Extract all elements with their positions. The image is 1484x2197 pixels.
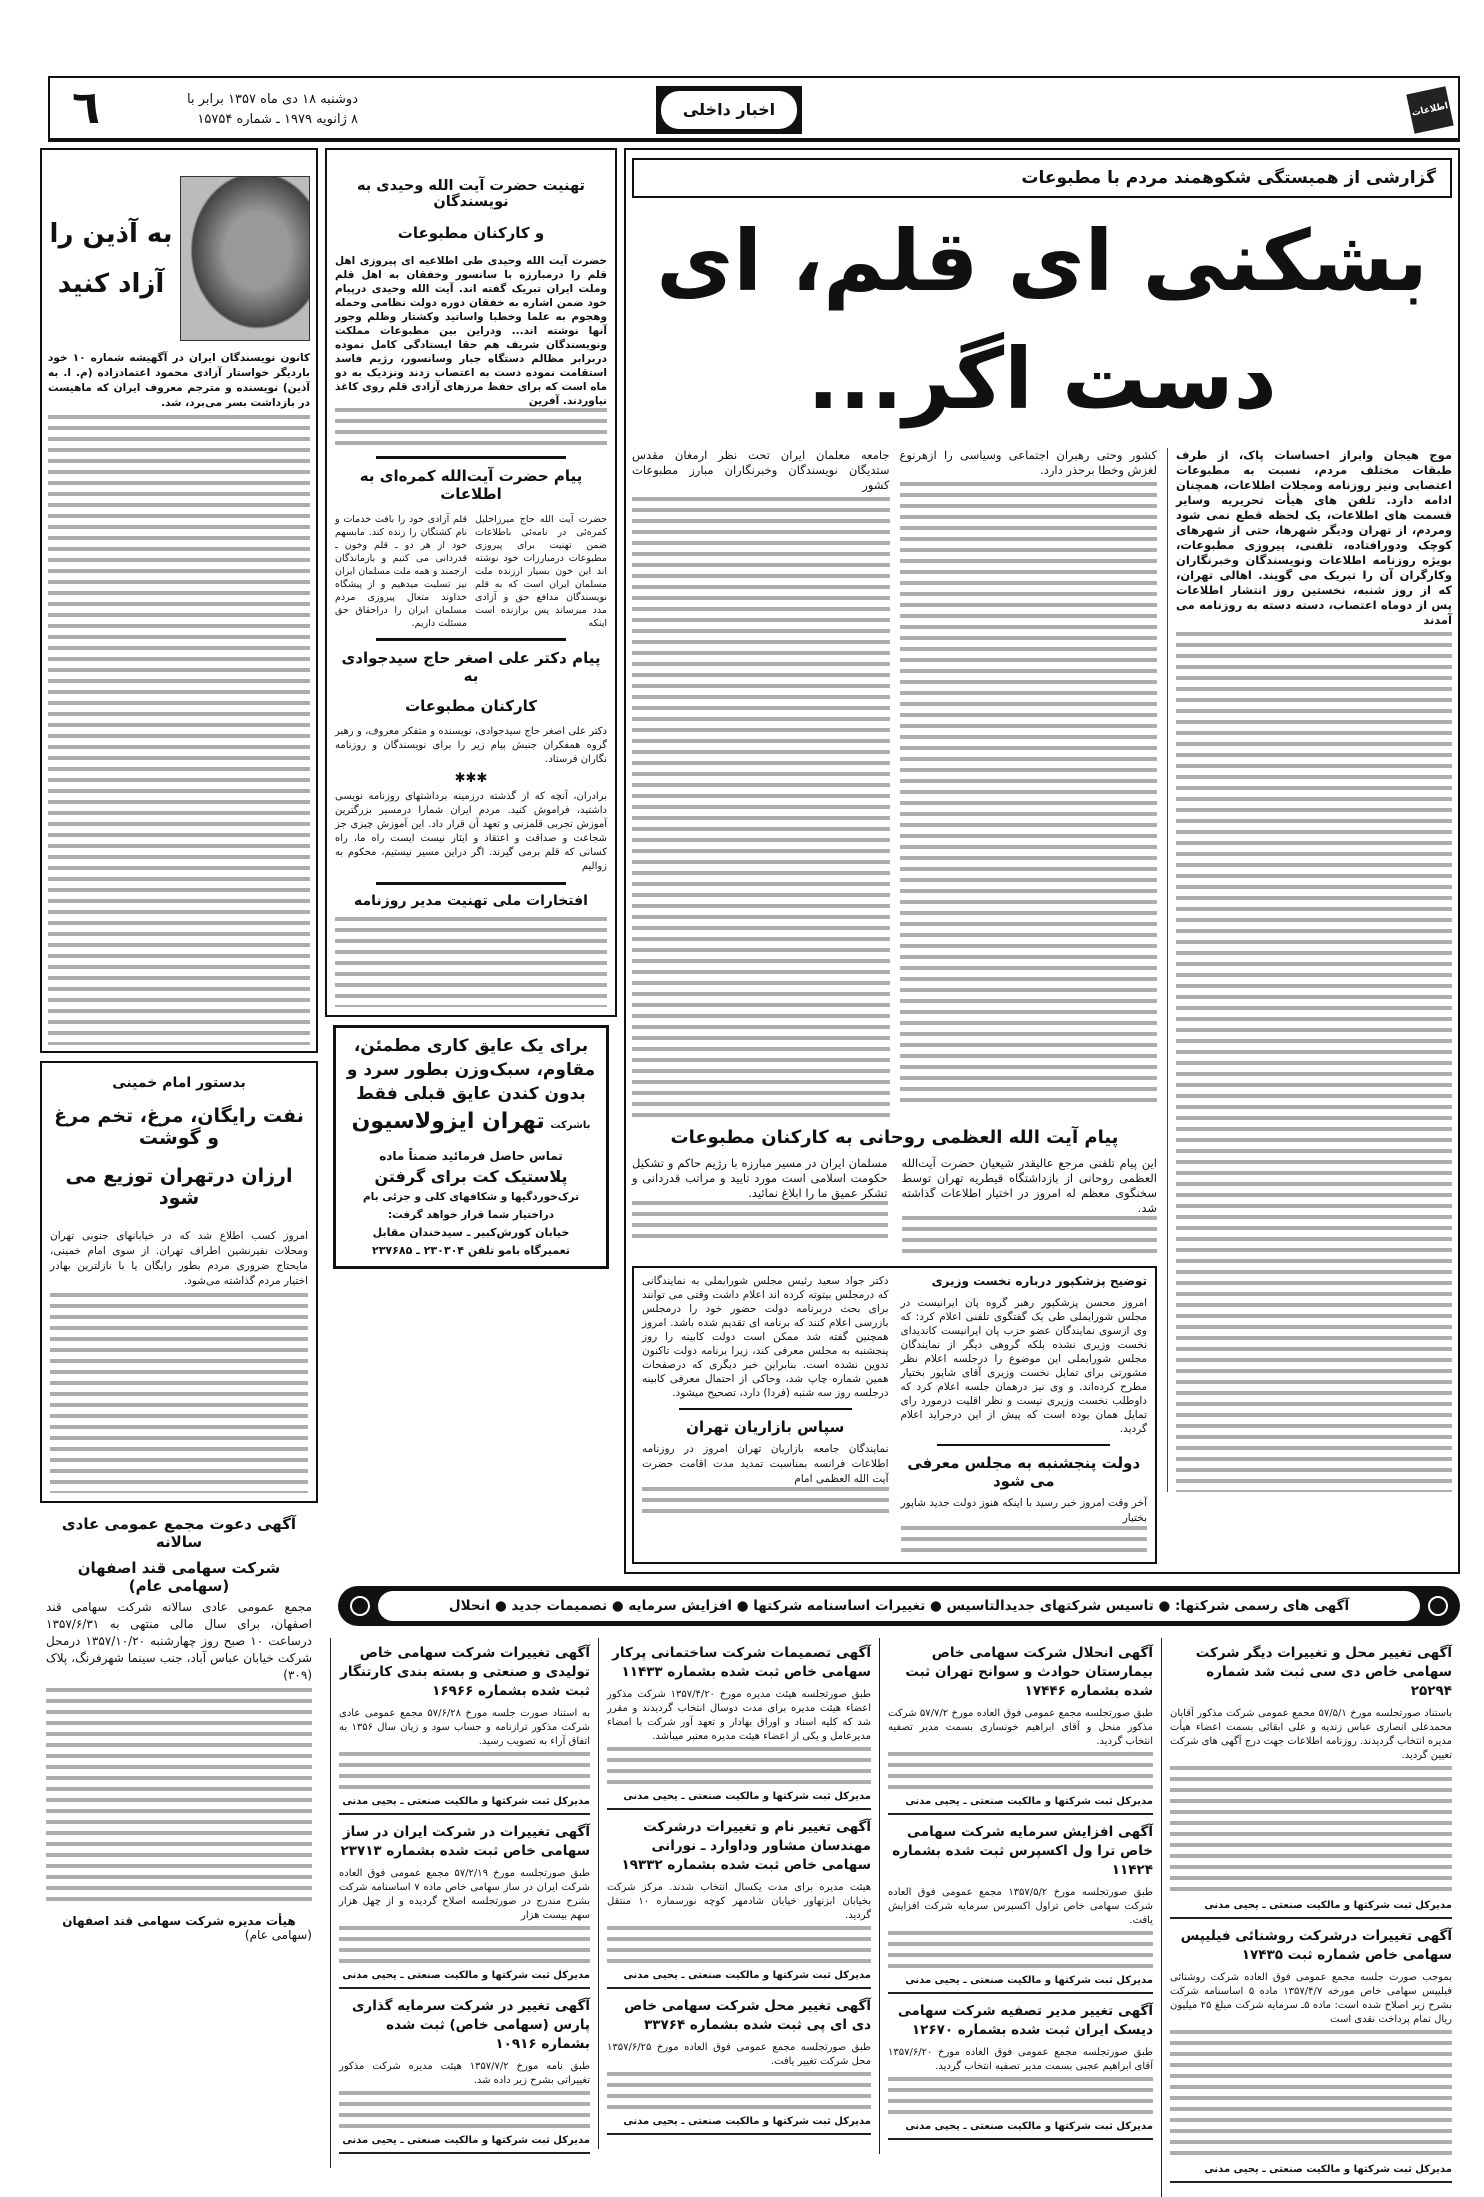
notice-text: باستناد صورتجلسه مورخ ۵۷/۵/۱ مجمع عمومی شرکت مذکور آقایان محمدعلی انصاری عباس زندیه و علی ابقائی بسمت اعضاء هیأت مدیره انتخاب گردیدند. روزنامه اطلاعات جهت درج آگهی های شرکت تعیین گردید. (1170, 1708, 1453, 1761)
left-column (40, 148, 318, 1946)
section-badge: اخبار داخلی (656, 86, 802, 134)
banner-circle-icon (1428, 1596, 1448, 1616)
notice-signature: مدیرکل ثبت شرکتها و مالکیت صنعتی ـ یحیی مدنی (1204, 2164, 1452, 2175)
notice-signature: مدیرکل ثبت شرکتها و مالکیت صنعتی ـ یحیی مدنی (905, 1975, 1153, 1986)
classified-notice (1170, 1644, 1452, 1919)
classifieds-column (330, 1638, 598, 2168)
classifieds-columns (330, 1638, 1460, 2197)
notice-text: طبق صورتجلسه مجمع عمومی فوق العاده مورخ ۱۳۵۷/۶/۲۰ آقای ابراهیم عجبی بسمت مدیر تصفیه انتخاب گردید. (888, 2047, 1153, 2072)
middle-column-stack (325, 148, 617, 1269)
classifieds-banner: آگهی های رسمی شرکتها: ● تاسیس شرکتهای جدیدالتاسیس ● تغییرات اساسنامه شرکتها ● افزایش سرمایه ● تصمیمات جدید ● انحلال (338, 1586, 1460, 1626)
parliament-news-box: توضیح پزشکپور درباره نخست وزیری امروز محسن پزشکپور رهبر گروه پان ایرانیست در مجلس شورایملی طی یک گفتگوی تلفنی اعلام کرد: که وی ازسوی نمایندگان عضو حزب پان ایرانیست کاندیدای نخست وزیری نشده بلکه گروهی دیگر از نمایندگان مجلس شورایملی این موضوع را درجلسه اعلام نظر مشورتی برای تمایل نخست وزیری آقای شاپور بختیار مطرح کرده‌اند. و وی نیز درهمان جلسه اعلام کرد که داوطلب نخست وزیری نیست و نظر اقلیت درمورد رای تمایل همان بوده است که پیش از این درجراید اعلام گردید. دولت پنجشنبه به مجلس معرفی می شود آخر وقت امروز خبر رسید با اینکه هنوز دولت جدید شاپور بختیار دکتر جواد سعید رئیس مجلس شورایملی به نمایندگانی که درمجلس بیتوته کرده اند اعلام داشت وقتی می توانند برای بحث دربرنامه دولت حضور خود را درمجلس بازرسی اعلام کنند که برنامه ای تقدیم شده باشد. امروز همچنین گفته شد ممکن است دولت کابینه را روز پنجشنبه به مجلس معرفی کند، زیرا برنامه دولت تاکنون تدوین نشده است. بنابراین خبر دیگری که درصفحات همین شماره چاپ شد، وحاکی از احتمال معرفی کابینه درجلسه روز سه شنبه (فردا) دارد، تصحیح میشود. سپاس بازاریان تهران نمایندگان جامعه بازاریان تهران امروز در روزنامه اطلاعات فرانسه بمناسبت تمدید مدت اقامت حضرت آیت الله العظمی امام (632, 1266, 1157, 1564)
notice-signature: مدیرکل ثبت شرکتها و مالکیت صنعتی ـ یحیی مدنی (342, 1796, 590, 1807)
tehran-isolation-ad: برای یک عایق کاری مطمئن، مقاوم، سبک‌وزن بطور سرد و بدون کندن عایق قبلی فقط باشرکت تهران ایزولاسیون تماس حاصل فرمائید ضمناً ماده پلاستیک کت برای گرفتن ترک‌خوردگیها و شکافهای کلی و جزئی بام دراختیار شما قرار خواهد گرفت: خیابان کورش‌کبیر ـ سیدخندان مقابل تعمیرگاه بامو تلفن ۲۳۰۳۰۴ ـ ۲۳۷۶۸۵ (333, 1025, 609, 1269)
notice-title: آگهی تصمیمات شرکت ساختمانی پرکار سهامی خاص ثبت شده بشماره ۱۱۴۳۳ (612, 1645, 871, 1680)
behazin-story: به آذین را آزاد کنید کانون نویسندگان ایران در آگهیشه شماره ۱۰ خود باردیگر خواستار آزادی محمود اعتمادزاده (م. ا. به آذین) نویسنده و مترجم معروف ایران که ماهیست در بازداشت بسر می‌برد، شد. (40, 148, 318, 1053)
notice-signature: مدیرکل ثبت شرکتها و مالکیت صنعتی ـ یحیی مدنی (623, 2116, 871, 2127)
notice-text: طبق صورتجلسه هیئت مدیره مورخ ۱۳۵۷/۴/۲۰ شرکت مذکور اعضاء هیئت مدیره برای مدت دوسال انتخاب گردیدند و مقرر شد که کلیه اسناد و اوراق بهادار و تعهد آور شرکت با امضاء مدیرعامل و یکی از اعضاء هیئت مدیره معتبر میباشد. (607, 1689, 872, 1742)
classified-notice (607, 1644, 871, 1810)
notice-text: هیئت مدیره برای مدت یکسال انتخاب شدند. مرکز شرکت بخیابان ابزنهاور خیابان شادمهر کوچه نورسماره ۱۰ منتقل گردید. (607, 1882, 872, 1921)
main-story (624, 148, 1460, 1574)
portrait-photo (180, 176, 310, 341)
classifieds-section (330, 1586, 1460, 2197)
notice-text: به استناد صورت جلسه مورخ ۵۷/۶/۲۸ مجمع عمومی عادی شرکت مذکور ترازنامه و حساب سود و زیان سال ۱۳۵۶ به اتفاق آراء به تصویب رسید. (339, 1708, 590, 1747)
notice-signature: مدیرکل ثبت شرکتها و مالکیت صنعتی ـ یحیی مدنی (623, 1970, 871, 1981)
notice-title: آگهی تغییر نام و تغییرات درشرکت مهندسان مشاور وداوارد ـ نورانی سهامی خاص ثبت شده بشماره ۱۹۳۳۲ (621, 1819, 871, 1873)
notice-title: آگهی تغییر محل و تغییرات دیگر شرکت سهامی خاص دی سی ثبت شد شماره ۲۵۲۹۴ (1195, 1645, 1452, 1699)
isfahan-sugar-notice: آگهی دعوت مجمع عمومی عادی سالانه شرکت سهامی قند اصفهان (سهامی عام) مجمع عمومی عادی سالانه شرکت سهامی قند اصفهان، برای سال مالی منتهی به ۱۳۵۷/۶/۳۱ درساعت ۱۰ صبح روز چهارشنبه ۱۳۵۷/۱۰/۲۰ درمحل شرکت خیابان عباس آباد، جنب سینما شهرفرنگ، پلاک (۳۰۹) هیأت مدیره شرکت سهامی قند اصفهان (سهامی عام) (46, 1515, 312, 1942)
notice-title: آگهی تغییرات درشرکت روشنائی فیلیپس سهامی خاص شماره ثبت ۱۷۴۳۵ (1180, 1928, 1452, 1963)
notice-text: طبق صورتجلسه مجمع عمومی فوق العاده مورخ ۵۷/۷/۲ شرکت مذکور منحل و آقای ابراهیم خونساری بسمت مدیر تصفیه انتخاب گردید. (888, 1708, 1154, 1747)
middle-column: تهنیت حضرت آیت الله وحیدی به نویسندگان و کارکنان مطبوعات حضرت آیت الله وحیدی طی اطلاعیه ای پیروزی اهل قلم را درمبارزه با سانسور وخفقان به اهل قلم وملت ایران تبریک گفته اند. آیت الله وحیدی درپیام خود ضمن اشاره به خفقان دوره دولت نظامی وحمله وهجوم به علما وخطبا واساتید وکشتار وظلم وجور آنها نوشته اند... ودراین بین مطبوعات مملکت ونویسندگان شریف هم حقا ایستادگی کامل نموده دربرابر مظالم دستگاه جبار وسانسور، رژیم فاسد استقامت نموده دست به اعتصاب زدند ونزدیک به دو ماه است که برای حفظ مرزهای آزادی قلم روی کاغذ نیاوردند. آفرین پیام حضرت آیت‌الله کمره‌ای به اطلاعات حضرت آیت الله حاج میرزاخلیل کمره‌ئی در نامه‌ئی باطلاعات ضمن تهنیت برای پیروزی مطبوعات درمبارزات خود نوشته اند این خون بسیار ارزنده ملت مسلمان ایران است که به قلم نویسندگان مدافع حق و آزادی مدد میرساند پس برازنده است اینکه قلم آزادی خود را بافت خدمات و نام کشتگان را زنده کند. مابسهم خود از هر دو ـ قلم وخون ـ قدردانی می کنیم و بازماندگان ارجمند و همه ملت مسلمان ایران نیز تسلیت میدهیم و از پیشگاه خداوند متعال پیروزی مردم مسلمان ایران را دراحقاق حق مسئلت داریم. پیام دکتر علی اصغر حاج سیدجوادی به کارکنان مطبوعات دکتر علی اصغر حاج سیدجوادی، نویسنده و متفکر معروف، و رهبر گروه همفکران جنبش پیام زیر را برای نویسندگان و روزنامه نگاران فرستاد. ✱✱✱ برادران، آنچه که از گذشته درزمینه برداشتهای روزنامه نویسی داشتید، فراموش کنید. مردم ایران شمارا درمسیر بزرگترین آموزش تجربی قلمزنی و تعهد آن قرار داد. این آموزش چیزی جز شجاعت و صداقت و اعتقاد و ایثار نیست ایست راه ما، راه کسانی که قلم برمی گیرند. اگر دراین مسیر نیستیم، محکوم به زوالیم افتخارات ملی تهنیت مدیر روزنامه (325, 148, 617, 1017)
notice-text: طبق نامه مورخ ۱۳۵۷/۷/۲ هیئت مدیره شرکت مذکور تغییراتی بشرح زیر داده شد. (339, 2061, 590, 2086)
notice-signature: مدیرکل ثبت شرکتها و مالکیت صنعتی ـ یحیی مدنی (905, 1796, 1153, 1807)
headline: بشکنی ای قلم، ای دست اگر... (656, 212, 1428, 428)
classifieds-column (598, 1638, 879, 2149)
notice-title: آگهی تغییر محل شرکت سهامی خاص دی ای پی ثبت شده بشماره ۳۳۷۶۴ (624, 1998, 871, 2033)
story-column-2: کشور وحتی رهبران اجتماعی وسیاسی را ازهرنوع لغزش وخطا برحذر دارد. (900, 448, 1158, 1117)
roshani-message: پیام آیت الله العظمی روحانی به کارکنان مطبوعات این پیام تلفنی مرجع عالیقدر شیعیان حضرت آیت‌الله العظمی روحانی از بازداشتگاه قیطریه تهران توسط سخنگوی معظم له امروز در اختیار اطلاعات گذاشته شد. مسلمان ایران در مسیر مبارزه با رژیم حاکم و تشکیل حکومت اسلامی است مورد تایید و مراتب قدردانی و تشکر عمیق ما را ابلاغ نمائید. (632, 1127, 1157, 1256)
notice-signature: مدیرکل ثبت شرکتها و مالکیت صنعتی ـ یحیی مدنی (623, 1791, 871, 1802)
story-column-3: جامعه معلمان ایران تحت نظر ارمغان مقدس ستدیگان نویسندگان وخبرنگاران مبارز مطبوعات کشور (632, 448, 890, 1117)
notice-signature: مدیرکل ثبت شرکتها و مالکیت صنعتی ـ یحیی مدنی (905, 2121, 1153, 2132)
page-number: ٦ (72, 80, 101, 134)
notice-title: آگهی تغییر مدیر تصفیه شرکت سهامی دیسک ایران ثبت شده بشماره ۱۲۶۷۰ (897, 2003, 1153, 2038)
notice-title: آگهی انحلال شرکت سهامی خاص بیمارستان حوادث و سوانح تهران ثبت شده بشماره ۱۷۴۴۶ (905, 1645, 1153, 1699)
newspaper-logo: اطلاعات (1406, 86, 1453, 133)
photo-headline: به آذین را آزاد کنید (49, 218, 173, 299)
classified-notice (339, 1823, 590, 1989)
kicker-box: گزارشی از همبستگی شکوهمند مردم با مطبوعات (632, 158, 1452, 198)
classified-notice (888, 1823, 1153, 1994)
notice-signature: مدیرکل ثبت شرکتها و مالکیت صنعتی ـ یحیی مدنی (342, 1970, 590, 1981)
story-column-1: موج هیجان وابراز احساسات پاک، از طرف طبقات مختلف مردم، نسبت به مطبوعات اعتصابی ونیز روزنامه ومجلات اطلاعات، همچنان ادامه دارد. تلفن های هیأت تحریریه وسایر قسمت های اطلاعات، یک لحظه قطع نمی شود ومردم، از تهران ودیگر شهرها، حتی از شهرهای کوچک ودورافتاده، تلفنی، پیروزی مطبوعات، بویژه روزنامه اطلاعات ونویسندگان وخبرنگاران وکارگران آن را تبریک می گویند. اهالی تهران، که از روز شنبه، نخستین روز انتشار اطلاعات پس از دوماه اعتصاب، دسته دسته به روزنامه می آمدند (1167, 448, 1452, 1492)
khomeini-distribution-story: بدستور امام خمینی نفت رایگان، مرغ، تخم مرغ و گوشت ارزان درتهران توزیع می شود امروز کسب اطلاع شد که در خیابانهای جنوبی تهران ومحلات نفیرنشین اطراف تهران. از سوی امام خمینی، مایحتاج ضروری مردم بطور رایگان یا با نازلترین بهادر اختیار مردم گذاشته می‌شود. (40, 1061, 318, 1503)
notice-title: آگهی تغییرات در شرکت ایران در ساز سهامی خاص ثبت شده بشماره ۲۳۷۱۳ (340, 1824, 590, 1859)
classified-notice (1170, 1927, 1452, 2183)
notice-signature: مدیرکل ثبت شرکتها و مالکیت صنعتی ـ یحیی مدنی (342, 2135, 590, 2146)
notice-text: طبق صورتجلسه مورخ ۱۳۵۷/۵/۲ مجمع عمومی فوق العاده شرکت سهامی خاص تراول اکسپرس سرمایه شرکت افزایش یافت. (888, 1887, 1153, 1926)
classified-notice (607, 1818, 871, 1989)
classifieds-column (879, 1638, 1161, 2154)
classified-notice (888, 1644, 1153, 1815)
notice-text: طبق صورتجلسه مجمع عمومی فوق العاده مورخ ۱۳۵۷/۶/۲۵ محل شرکت تغییر یافت. (607, 2042, 871, 2067)
classifieds-column (1161, 1638, 1460, 2197)
notice-signature: مدیرکل ثبت شرکتها و مالکیت صنعتی ـ یحیی مدنی (1204, 1900, 1452, 1911)
classified-notice (888, 2002, 1153, 2140)
notice-text: طبق صورتجلسه مورخ ۵۷/۲/۱۹ مجمع عمومی فوق العاده شرکت ایران در ساز سهامی خاص ماده ۷ اساسنامه شرکت بشرح مندرج در صورتجلسه اصلاح گردیده و از چهل هزار سهم بیست هزار (339, 1868, 591, 1921)
classified-notice (339, 1997, 590, 2154)
page-header (48, 76, 1460, 142)
classified-notice (607, 1997, 871, 2135)
notice-title: آگهی افزایش سرمایه شرکت سهامی خاص ترا ول اکسپرس ثبت شده بشماره ۱۱۴۲۴ (892, 1824, 1153, 1878)
banner-circle-icon (350, 1596, 370, 1616)
notice-title: آگهی تغییر در شرکت سرمایه گذاری پارس (سهامی خاص) ثبت شده بشماره ۱۰۹۱۶ (352, 1998, 590, 2052)
notice-text: بموجب صورت جلسه مجمع عمومی فوق العاده شرکت روشنائی فیلیپس سهامی خاص مورخه ۱۳۵۷/۴/۷ ماده ۵ اساسنامه شرکت بشرح زیر اصلاح شده است: ماده ۵ـ سرمایه شرکت مبلغ ۲۵ میلیون ریال تمام پرداخت نقدی است (1170, 1972, 1453, 2025)
classified-notice (339, 1644, 590, 1815)
issue-date: دوشنبه ۱۸ دی ماه ۱۳۵۷ برابر با ۸ ژانویه ۱۹۷۹ ـ شماره ۱۵۷۵۴ (187, 92, 358, 127)
notice-title: آگهی تغییرات شرکت سهامی خاص تولیدی و صنعتی و بسته بندی کارتنگار ثبت شده بشماره ۱۶۹۶۶ (340, 1645, 590, 1699)
